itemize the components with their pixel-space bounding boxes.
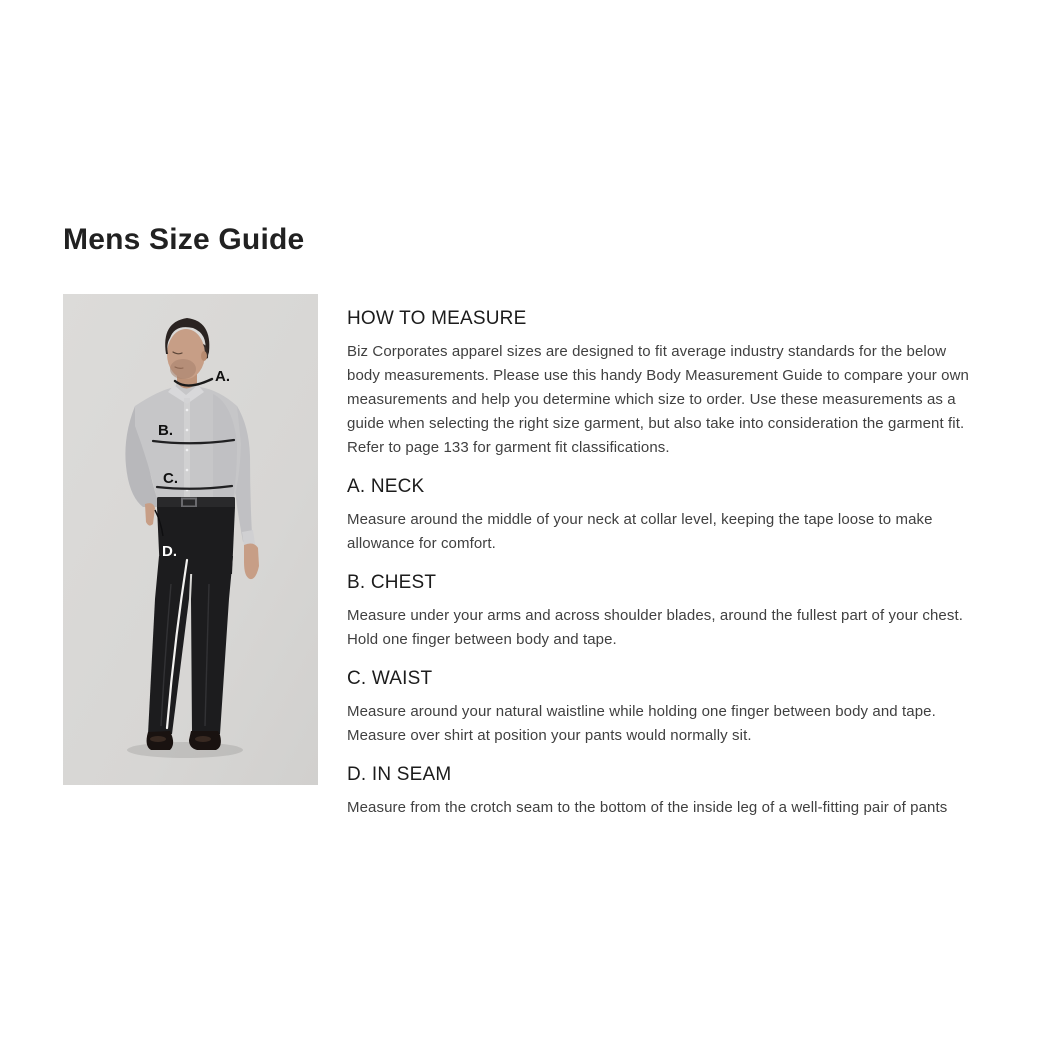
inseam-section-body: Measure from the crotch seam to the bottom of the inside leg of a well-fitting pair of pants bbox=[347, 799, 948, 816]
shirt-button bbox=[186, 409, 189, 412]
shirt-cuff bbox=[242, 530, 255, 546]
neck-section-heading: A. NECK bbox=[347, 476, 425, 497]
shirt-button bbox=[186, 429, 189, 432]
ear bbox=[201, 351, 207, 361]
how-to-measure-heading: HOW TO MEASURE bbox=[347, 308, 527, 329]
waist-measure-label: C. bbox=[163, 470, 178, 487]
size-guide-content bbox=[63, 294, 977, 820]
floor-shadow bbox=[127, 742, 243, 758]
neck-measure-label: A. bbox=[215, 368, 230, 385]
chest-section-body: Measure under your arms and across shoulder blades, around the fullest part of your chest. Hold one finger between body and tape. bbox=[347, 607, 963, 648]
shirt-button bbox=[186, 469, 189, 472]
chest-section-heading: B. CHEST bbox=[347, 572, 437, 593]
left-shoe-shine bbox=[150, 736, 166, 742]
model-photo bbox=[63, 294, 318, 785]
waist-section-body: Measure around your natural waistline while holding one finger between body and tape. Measure over shirt at position your pants would normally sit. bbox=[347, 703, 936, 744]
shirt-button bbox=[186, 449, 189, 452]
page-title: Mens Size Guide bbox=[63, 223, 305, 256]
model-photo-illustration bbox=[63, 294, 318, 785]
jaw-stubble bbox=[170, 359, 196, 379]
measure-guide-column bbox=[347, 294, 977, 820]
neck-section-body: Measure around the middle of your neck at collar level, keeping the tape loose to make allowance for comfort. bbox=[347, 511, 933, 552]
inseam-measure-label: D. bbox=[162, 543, 177, 560]
inseam-section-heading: D. IN SEAM bbox=[347, 764, 452, 785]
chest-measure-label: B. bbox=[158, 422, 173, 439]
intro-paragraph: Biz Corporates apparel sizes are designed to fit average industry standards for the below body measurements. Please use this handy Body Measurement Guide to compare your own measurements and help you determine which size to order. Use these measurements as a guide when selecting the right size garment, but also take into consideration the garment fit. Refer to page 133 for garment fit classifications. bbox=[347, 343, 969, 456]
right-shoe-shine bbox=[195, 736, 211, 742]
waist-section-heading: C. WAIST bbox=[347, 668, 433, 689]
